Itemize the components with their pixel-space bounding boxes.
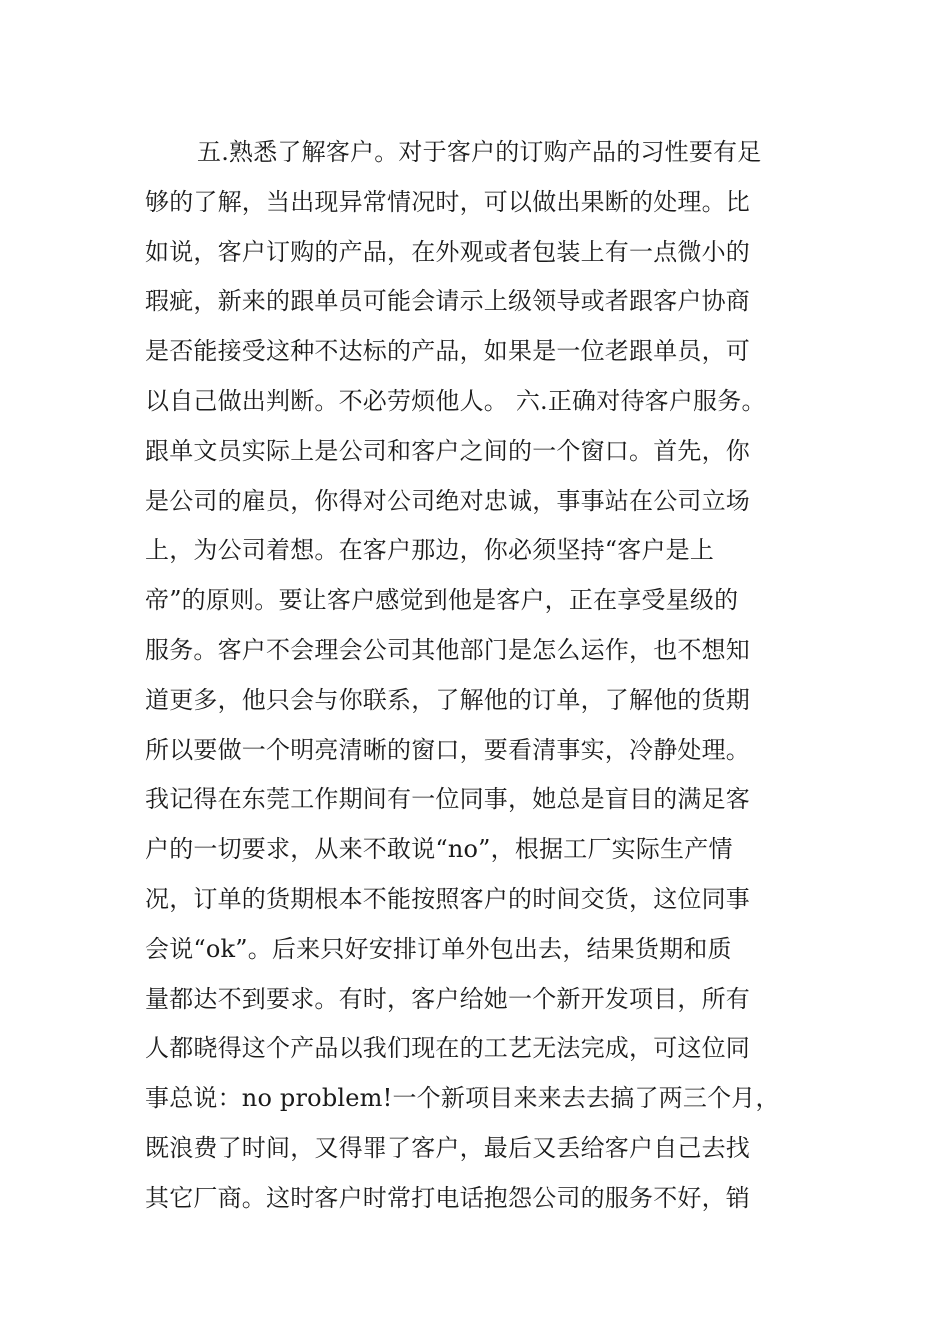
paragraph-line: 如说，客户订购的产品，在外观或者包装上有一点微小的: [145, 237, 750, 266]
paragraph-line: 事总说：no problem!一个新项目来来去去搞了两三个月，: [145, 1084, 780, 1113]
paragraph-line: 所以要做一个明亮清晰的窗口，要看清事实，冷静处理。: [145, 735, 750, 764]
paragraph-line: 上，为公司着想。在客户那边，你必须坚持“客户是上: [145, 536, 715, 565]
paragraph-line: 以自己做出判断。不必劳烦他人。 六.正确对待客户服务。: [145, 386, 766, 415]
paragraph-line: 跟单文员实际上是公司和客户之间的一个窗口。首先，你: [145, 436, 750, 465]
paragraph-line: 是公司的雇员，你得对公司绝对忠诚，事事站在公司立场: [145, 486, 750, 515]
paragraph-line: 会说“ok”。后来只好安排订单外包出去，结果货期和质: [145, 934, 732, 963]
paragraph-line: 帝”的原则。要让客户感觉到他是客户，正在享受星级的: [145, 586, 739, 615]
paragraph-line: 况，订单的货期根本不能按照客户的时间交货，这位同事: [145, 884, 750, 913]
paragraph-line: 是否能接受这种不达标的产品，如果是一位老跟单员，可: [145, 337, 750, 366]
paragraph-line: 服务。客户不会理会公司其他部门是怎么运作，也不想知: [145, 635, 750, 664]
paragraph-line: 够的了解，当出现异常情况时，可以做出果断的处理。比: [145, 187, 750, 216]
paragraph-line: 人都晓得这个产品以我们现在的工艺无法完成，可这位同: [145, 1034, 750, 1063]
body-text: [145, 128, 845, 1224]
paragraph-line: 其它厂商。这时客户时常打电话抱怨公司的服务不好，销: [145, 1183, 750, 1212]
paragraph-line: 我记得在东莞工作期间有一位同事，她总是盲目的满足客: [145, 785, 750, 814]
paragraph-line: 道更多，他只会与你联系，了解他的订单，了解他的货期: [145, 685, 750, 714]
paragraph-line: 五.熟悉了解客户。对于客户的订购产品的习性要有足: [197, 138, 762, 166]
paragraph-line: 户的一切要求，从来不敢说“no”，根据工厂实际生产情: [145, 835, 733, 864]
paragraph-line: 瑕疵，新来的跟单员可能会请示上级领导或者跟客户协商: [145, 287, 750, 316]
paragraph-line: 量都达不到要求。有时，客户给她一个新开发项目，所有: [145, 984, 750, 1013]
paragraph-line: 既浪费了时间，又得罪了客户，最后又丢给客户自己去找: [145, 1133, 750, 1162]
